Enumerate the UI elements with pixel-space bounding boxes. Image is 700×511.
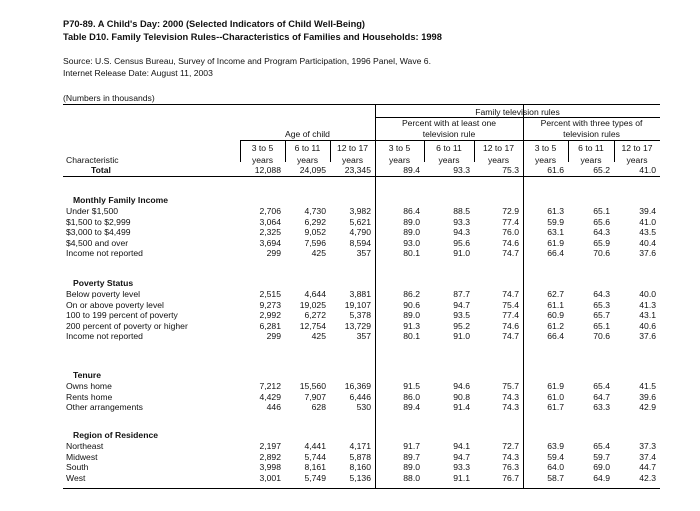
column-header: years [388, 155, 410, 165]
table-row-cell: 74.6 [502, 321, 519, 331]
table-row-cell: 3,694 [259, 238, 281, 248]
total-row-cell: 41.0 [639, 165, 656, 175]
column-header: 6 to 11 [436, 143, 462, 153]
column-header: years [626, 155, 648, 165]
table-row-cell: 91.5 [403, 381, 420, 391]
table-row-cell: 63.3 [593, 402, 610, 412]
column-header: 12 to 17 [336, 143, 369, 153]
release-date: Internet Release Date: August 11, 2003 [63, 68, 213, 78]
total-row-cell: 93.3 [453, 165, 470, 175]
table-row-cell: 74.3 [502, 392, 519, 402]
column-header: years [580, 155, 602, 165]
table-row-cell: 89.4 [403, 402, 420, 412]
table-row-cell: 61.7 [547, 402, 564, 412]
table-row-cell: 8,594 [349, 238, 371, 248]
table-row-cell: 65.7 [593, 310, 610, 320]
table-row-cell: 94.7 [453, 300, 470, 310]
table-row-cell: 95.6 [453, 238, 470, 248]
table-row-cell: 40.0 [639, 289, 656, 299]
table-row-cell: 91.4 [453, 402, 470, 412]
table-row-cell: 65.9 [593, 238, 610, 248]
table-row-cell: 357 [356, 331, 371, 341]
column-header: years [438, 155, 460, 165]
table-row-cell: 74.6 [502, 238, 519, 248]
table-row-cell: 9,052 [304, 227, 326, 237]
table-row-cell: 90.8 [453, 392, 470, 402]
table-row-cell: 66.4 [547, 248, 564, 258]
total-row-cell: 89.4 [403, 165, 420, 175]
three-types-header: Percent with three types of [540, 118, 643, 128]
table-row-cell: 89.7 [403, 452, 420, 462]
table-row-cell: 6,446 [349, 392, 371, 402]
table-row-cell: 2,992 [259, 310, 281, 320]
table-row-cell: 86.0 [403, 392, 420, 402]
table-row-label: Rents home [66, 392, 113, 402]
table-row-cell: 4,429 [259, 392, 281, 402]
table-row-cell: 94.7 [453, 452, 470, 462]
table-row-cell: 530 [356, 402, 371, 412]
table-row-cell: 39.4 [639, 206, 656, 216]
table-row-cell: 6,272 [304, 310, 326, 320]
table-row-cell: 2,706 [259, 206, 281, 216]
age-of-child-header: Age of child [285, 129, 330, 139]
table-row-cell: 9,273 [259, 300, 281, 310]
table-row-cell: 628 [311, 402, 326, 412]
table-row-label: West [66, 473, 86, 483]
table-row-cell: 76.0 [502, 227, 519, 237]
table-row-cell: 37.4 [639, 452, 656, 462]
table-row-cell: 19,025 [299, 300, 326, 310]
table-row-cell: 70.6 [593, 248, 610, 258]
table-row-cell: 89.0 [403, 217, 420, 227]
table-row-cell: 299 [266, 331, 281, 341]
table-row-cell: 42.9 [639, 402, 656, 412]
table-row-cell: 13,729 [344, 321, 371, 331]
table-row-cell: 91.0 [453, 248, 470, 258]
column-header: years [487, 155, 509, 165]
column-header: 6 to 11 [578, 143, 604, 153]
column-header: years [341, 155, 363, 165]
table-row-cell: 64.0 [547, 462, 564, 472]
section-title: Poverty Status [73, 278, 134, 288]
at-least-one-header: Percent with at least one [401, 118, 497, 128]
table-row-cell: 72.9 [502, 206, 519, 216]
total-row-cell: 23,345 [344, 165, 371, 175]
table-row-cell: 41.3 [639, 300, 656, 310]
table-row-cell: 65.6 [593, 217, 610, 227]
table-row-cell: 43.5 [639, 227, 656, 237]
table-row-cell: 5,749 [304, 473, 326, 483]
table-row-cell: 72.7 [502, 441, 519, 451]
table-row-cell: 69.0 [593, 462, 610, 472]
column-header: 12 to 17 [482, 143, 515, 153]
document-title-line1: P70-89. A Child's Day: 2000 (Selected Indicators of Child Well-Being) [63, 19, 366, 29]
table-row-cell: 93.0 [403, 238, 420, 248]
table-row-cell: 94.3 [453, 227, 470, 237]
table-row-cell: 42.3 [639, 473, 656, 483]
table-row-label: Below poverty level [66, 289, 141, 299]
table-row-cell: 66.4 [547, 331, 564, 341]
table-row-label: Owns home [66, 381, 112, 391]
table-row-cell: 5,744 [304, 452, 326, 462]
table-row-cell: 40.4 [639, 238, 656, 248]
table-row-cell: 37.6 [639, 248, 656, 258]
units-note: (Numbers in thousands) [63, 93, 155, 103]
table-row-cell: 64.7 [593, 392, 610, 402]
table-row-cell: 4,644 [304, 289, 326, 299]
table-row-cell: 76.7 [502, 473, 519, 483]
table-row-cell: 65.3 [593, 300, 610, 310]
table-row-cell: 2,892 [259, 452, 281, 462]
characteristic-header: Characteristic [66, 155, 119, 165]
table-row-cell: 88.0 [403, 473, 420, 483]
table-row-cell: 93.3 [453, 462, 470, 472]
column-header: 3 to 5 [388, 143, 411, 153]
table-row-cell: 61.9 [547, 238, 564, 248]
table-row-cell: 64.3 [593, 289, 610, 299]
total-row-cell: 75.3 [502, 165, 519, 175]
table-row-cell: 65.4 [593, 381, 610, 391]
table-row-cell: 91.3 [403, 321, 420, 331]
table-row-label: On or above poverty level [66, 300, 164, 310]
table-row-cell: 425 [311, 331, 326, 341]
table-row-cell: 93.3 [453, 217, 470, 227]
table-row-label: Income not reported [66, 248, 143, 258]
table-row-label: Northeast [66, 441, 104, 451]
section-title: Monthly Family Income [73, 195, 169, 205]
table-row-cell: 88.5 [453, 206, 470, 216]
table-row-cell: 89.0 [403, 227, 420, 237]
table-row-cell: 3,998 [259, 462, 281, 472]
table-row-cell: 64.9 [593, 473, 610, 483]
table-row-label: $1,500 to $2,999 [66, 217, 131, 227]
table-row-cell: 76.3 [502, 462, 519, 472]
table-row-cell: 7,596 [304, 238, 326, 248]
table-row-cell: 94.6 [453, 381, 470, 391]
table-row-cell: 8,160 [349, 462, 371, 472]
table-row-cell: 61.2 [547, 321, 564, 331]
total-row-cell: 24,095 [299, 165, 326, 175]
table-row-cell: 86.2 [403, 289, 420, 299]
table-row-cell: 446 [266, 402, 281, 412]
table-row-cell: 43.1 [639, 310, 656, 320]
table-row-cell: 5,378 [349, 310, 371, 320]
table-row-cell: 90.6 [403, 300, 420, 310]
table-row-cell: 37.3 [639, 441, 656, 451]
table-row-cell: 61.1 [547, 300, 564, 310]
table-row-label: South [66, 462, 89, 472]
table-row-cell: 65.4 [593, 441, 610, 451]
table-row-cell: 6,292 [304, 217, 326, 227]
table-row-cell: 2,515 [259, 289, 281, 299]
total-row-cell: 12,088 [254, 165, 281, 175]
table-row-cell: 16,369 [344, 381, 371, 391]
table-row-cell: 75.4 [502, 300, 519, 310]
table-row-cell: 77.4 [502, 217, 519, 227]
table-row-cell: 40.6 [639, 321, 656, 331]
total-row-cell: 61.6 [547, 165, 564, 175]
table-row-cell: 61.9 [547, 381, 564, 391]
table-row-label: Under $1,500 [66, 206, 119, 216]
table-row-cell: 4,171 [349, 441, 371, 451]
table-row-cell: 63.9 [547, 441, 564, 451]
column-header: years [534, 155, 556, 165]
table-row-cell: 4,441 [304, 441, 326, 451]
column-header: 12 to 17 [621, 143, 653, 153]
table-row-cell: 61.3 [547, 206, 564, 216]
table-row-cell: 80.1 [403, 331, 420, 341]
column-header: 3 to 5 [534, 143, 557, 153]
column-header: 6 to 11 [294, 143, 321, 153]
rule-age [240, 140, 660, 141]
table-row-cell: 6,281 [259, 321, 281, 331]
rule-total-bottom [63, 176, 660, 177]
table-row-label: 100 to 199 percent of poverty [66, 310, 178, 320]
table-row-cell: 7,907 [304, 392, 326, 402]
table-row-cell: 4,790 [349, 227, 371, 237]
table-row-cell: 62.7 [547, 289, 564, 299]
column-header: 3 to 5 [251, 143, 274, 153]
table-row-cell: 41.5 [639, 381, 656, 391]
table-row-cell: 8,161 [304, 462, 326, 472]
table-row-cell: 39.6 [639, 392, 656, 402]
table-row-cell: 86.4 [403, 206, 420, 216]
table-row-cell: 74.7 [502, 289, 519, 299]
data-table [63, 104, 660, 489]
table-row-cell: 63.1 [547, 227, 564, 237]
table-row-cell: 74.3 [502, 402, 519, 412]
table-row-cell: 75.7 [502, 381, 519, 391]
table-row-cell: 61.0 [547, 392, 564, 402]
total-label: Total [91, 165, 111, 175]
table-row-cell: 2,325 [259, 227, 281, 237]
table-row-cell: 19,107 [344, 300, 371, 310]
table-row-cell: 59.7 [593, 452, 610, 462]
table-row-cell: 77.4 [502, 310, 519, 320]
table-row-cell: 80.1 [403, 248, 420, 258]
table-row-label: 200 percent of poverty or higher [66, 321, 188, 331]
table-row-cell: 4,730 [304, 206, 326, 216]
table-row-cell: 5,136 [349, 473, 371, 483]
table-row-cell: 2,197 [259, 441, 281, 451]
table-row-label: Other arrangements [66, 402, 143, 412]
table-row-label: Midwest [66, 452, 98, 462]
table-row-cell: 95.2 [453, 321, 470, 331]
table-row-cell: 44.7 [639, 462, 656, 472]
table-row-cell: 74.7 [502, 248, 519, 258]
section-title: Region of Residence [73, 430, 158, 440]
table-row-cell: 91.7 [403, 441, 420, 451]
table-row-cell: 70.6 [593, 331, 610, 341]
table-row-label: $3,000 to $4,499 [66, 227, 131, 237]
table-row-cell: 299 [266, 248, 281, 258]
table-row-cell: 5,621 [349, 217, 371, 227]
table-row-cell: 3,064 [259, 217, 281, 227]
column-header: years [251, 155, 273, 165]
table-row-cell: 15,560 [299, 381, 326, 391]
table-row-cell: 94.1 [453, 441, 470, 451]
table-row-cell: 93.5 [453, 310, 470, 320]
table-row-cell: 3,001 [259, 473, 281, 483]
table-row-cell: 87.7 [453, 289, 470, 299]
table-row-cell: 12,754 [299, 321, 326, 331]
table-row-cell: 7,212 [259, 381, 281, 391]
at-least-one-header-2: television rule [422, 129, 476, 139]
table-row-cell: 357 [356, 248, 371, 258]
source-note: Source: U.S. Census Bureau, Survey of Income and Program Participation, 1996 Panel, Wave 6. [63, 56, 431, 66]
table-row-cell: 89.0 [403, 310, 420, 320]
total-row-cell: 65.2 [593, 165, 610, 175]
table-row-label: Income not reported [66, 331, 143, 341]
table-row-cell: 3,881 [349, 289, 371, 299]
three-types-header-2: television rules [563, 129, 620, 139]
table-row-cell: 74.7 [502, 331, 519, 341]
table-row-cell: 59.4 [547, 452, 564, 462]
table-row-cell: 65.1 [593, 321, 610, 331]
table-row-cell: 3,982 [349, 206, 371, 216]
table-row-cell: 425 [311, 248, 326, 258]
table-row-cell: 74.3 [502, 452, 519, 462]
table-row-cell: 41.0 [639, 217, 656, 227]
family-tv-rules-header: Family television rules [475, 107, 560, 117]
section-title: Tenure [73, 370, 102, 380]
column-header: years [296, 155, 318, 165]
table-row-cell: 91.1 [453, 473, 470, 483]
table-row-cell: 37.6 [639, 331, 656, 341]
table-row-cell: 60.9 [547, 310, 564, 320]
table-row-label: $4,500 and over [66, 238, 129, 248]
table-row-cell: 58.7 [547, 473, 564, 483]
table-row-cell: 59.9 [547, 217, 564, 227]
table-row-cell: 91.0 [453, 331, 470, 341]
table-row-cell: 5,878 [349, 452, 371, 462]
table-row-cell: 89.0 [403, 462, 420, 472]
table-row-cell: 64.3 [593, 227, 610, 237]
document-title-line2: Table D10. Family Television Rules--Characteristics of Families and Households: 1998 [63, 32, 442, 42]
rule-family [375, 117, 660, 118]
table-row-cell: 65.1 [593, 206, 610, 216]
